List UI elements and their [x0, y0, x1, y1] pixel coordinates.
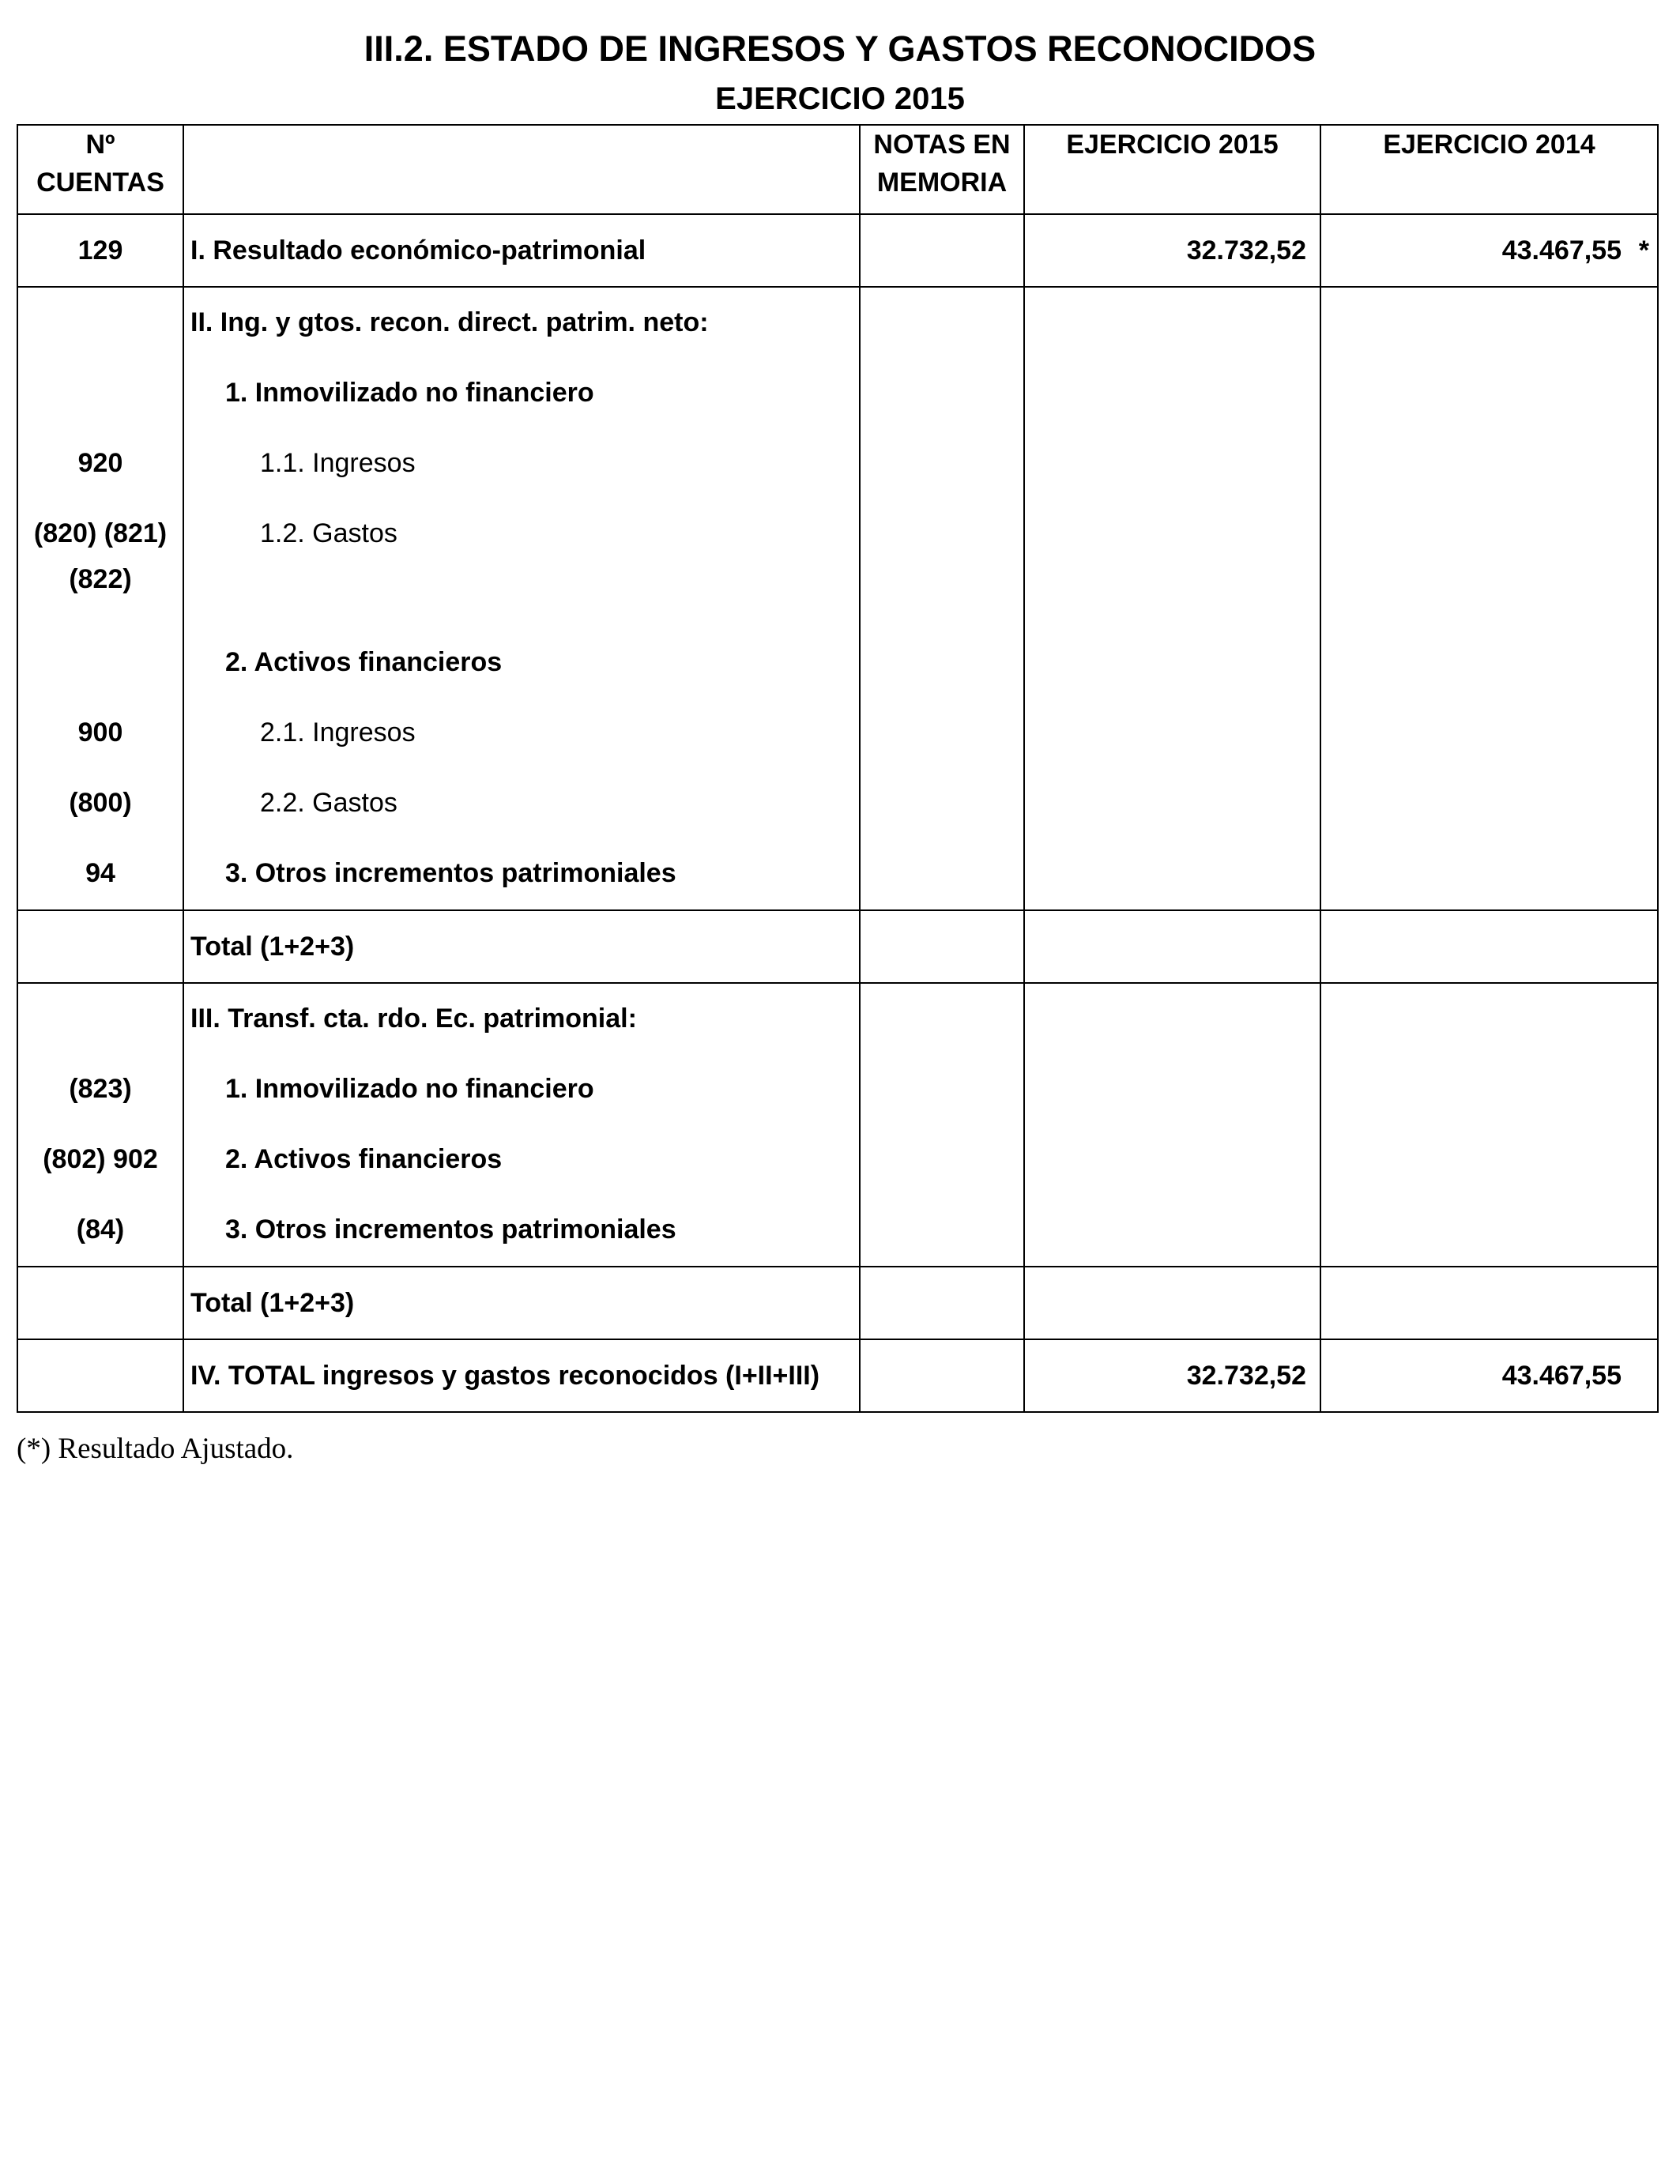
- row-total-reconocidos-label: IV. TOTAL ingresos y gastos reconocidos (I+II+III): [183, 1339, 860, 1412]
- row-total-ii: [17, 910, 1658, 983]
- section-iii-notas: [860, 983, 1024, 1267]
- row-resultado-account: 129: [17, 214, 183, 287]
- row-total-reconocidos-notas: [860, 1339, 1024, 1412]
- page-title: III.2. ESTADO DE INGRESOS Y GASTOS RECONOCIDOS: [363, 28, 1317, 69]
- section-ii-notas: [860, 287, 1024, 910]
- section-ii-item2: 2. Activos financieros: [225, 647, 503, 677]
- account-820-821: (820) (821): [33, 518, 168, 548]
- row-total-ii-account: [17, 910, 183, 983]
- section-ii-ej2014: [1320, 287, 1658, 910]
- row-resultado-notas: [860, 214, 1024, 287]
- row-total-reconocidos-account: [17, 1339, 183, 1412]
- section-ii-item2-1: 2.1. Ingresos: [260, 717, 416, 747]
- section-ii-descriptions: [183, 287, 860, 910]
- section-ii-heading: II. Ing. y gtos. recon. direct. patrim. neto:: [190, 307, 709, 337]
- section-iii-ej2014: [1320, 983, 1658, 1267]
- row-total-reconocidos: [17, 1339, 1658, 1412]
- account-84: (84): [76, 1214, 125, 1245]
- section-ii-item3: 3. Otros incrementos patrimoniales: [225, 858, 676, 888]
- row-total-iii-ej2015: [1024, 1267, 1320, 1339]
- row-resultado: [17, 214, 1658, 287]
- row-total-iii-account: [17, 1267, 183, 1339]
- section-iii-item3: 3. Otros incrementos patrimoniales: [225, 1214, 676, 1245]
- row-total-iii-notas: [860, 1267, 1024, 1339]
- section-iii-heading: III. Transf. cta. rdo. Ec. patrimonial:: [190, 1004, 637, 1034]
- section-ii-item1-2: 1.2. Gastos: [260, 518, 397, 548]
- account-900: 900: [77, 717, 123, 747]
- header-cuentas-line1: Nº: [85, 130, 115, 160]
- section-ii-item1-1: 1.1. Ingresos: [260, 448, 416, 478]
- row-total-iii-ej2014: [1320, 1267, 1658, 1339]
- section-ii-item1: 1. Inmovilizado no financiero: [225, 378, 594, 408]
- row-total-reconocidos-ej2015: 32.732,52: [1024, 1339, 1320, 1412]
- section-iii-ej2015: [1024, 983, 1320, 1267]
- account-920: 920: [77, 448, 123, 478]
- row-resultado-ej2014: 43.467,55: [1501, 235, 1622, 265]
- section-iii-descriptions: [183, 983, 860, 1267]
- section-ii-ej2015: [1024, 287, 1320, 910]
- row-total-ii-ej2015: [1024, 910, 1320, 983]
- account-94: 94: [85, 858, 115, 888]
- header-ejercicio-2014: EJERCICIO 2014: [1320, 125, 1658, 214]
- section-ii-item2-2: 2.2. Gastos: [260, 788, 397, 818]
- row-total-ii-notas: [860, 910, 1024, 983]
- row-total-ii-label: Total (1+2+3): [183, 910, 860, 983]
- account-822: (822): [69, 564, 132, 594]
- row-total-ii-ej2014: [1320, 910, 1658, 983]
- row-total-reconocidos-ej2014: 43.467,55: [1320, 1339, 1658, 1412]
- section-iii-accounts: [17, 983, 183, 1267]
- row-total-iii-label: Total (1+2+3): [183, 1267, 860, 1339]
- account-823: (823): [69, 1074, 132, 1104]
- page-subtitle: EJERCICIO 2015: [715, 81, 965, 116]
- adjusted-mark: *: [1638, 235, 1649, 265]
- section-ii-accounts: [17, 287, 183, 910]
- header-description: [183, 125, 860, 214]
- header-notas: [860, 125, 1024, 214]
- statement-table: [17, 124, 1659, 1413]
- row-resultado-ej2014-cell: [1320, 214, 1658, 287]
- header-cuentas: [17, 125, 183, 214]
- header-cuentas-line2: CUENTAS: [36, 168, 164, 198]
- section-iii-item2: 2. Activos financieros: [225, 1144, 503, 1174]
- header-notas-line2: MEMORIA: [876, 168, 1008, 198]
- header-ejercicio-2015: EJERCICIO 2015: [1024, 125, 1320, 214]
- row-resultado-label: I. Resultado económico-patrimonial: [183, 214, 860, 287]
- header-notas-line1: NOTAS EN: [873, 130, 1011, 160]
- account-802-902: (802) 902: [43, 1144, 158, 1174]
- account-800: (800): [69, 788, 132, 818]
- section-iii-item1: 1. Inmovilizado no financiero: [225, 1074, 594, 1104]
- section-iii-block: [17, 983, 1658, 1267]
- footnote: (*) Resultado Ajustado.: [17, 1433, 294, 1465]
- table-header-row: [17, 125, 1658, 214]
- row-total-iii: [17, 1267, 1658, 1339]
- section-ii-block: [17, 287, 1658, 910]
- row-resultado-ej2015: 32.732,52: [1024, 214, 1320, 287]
